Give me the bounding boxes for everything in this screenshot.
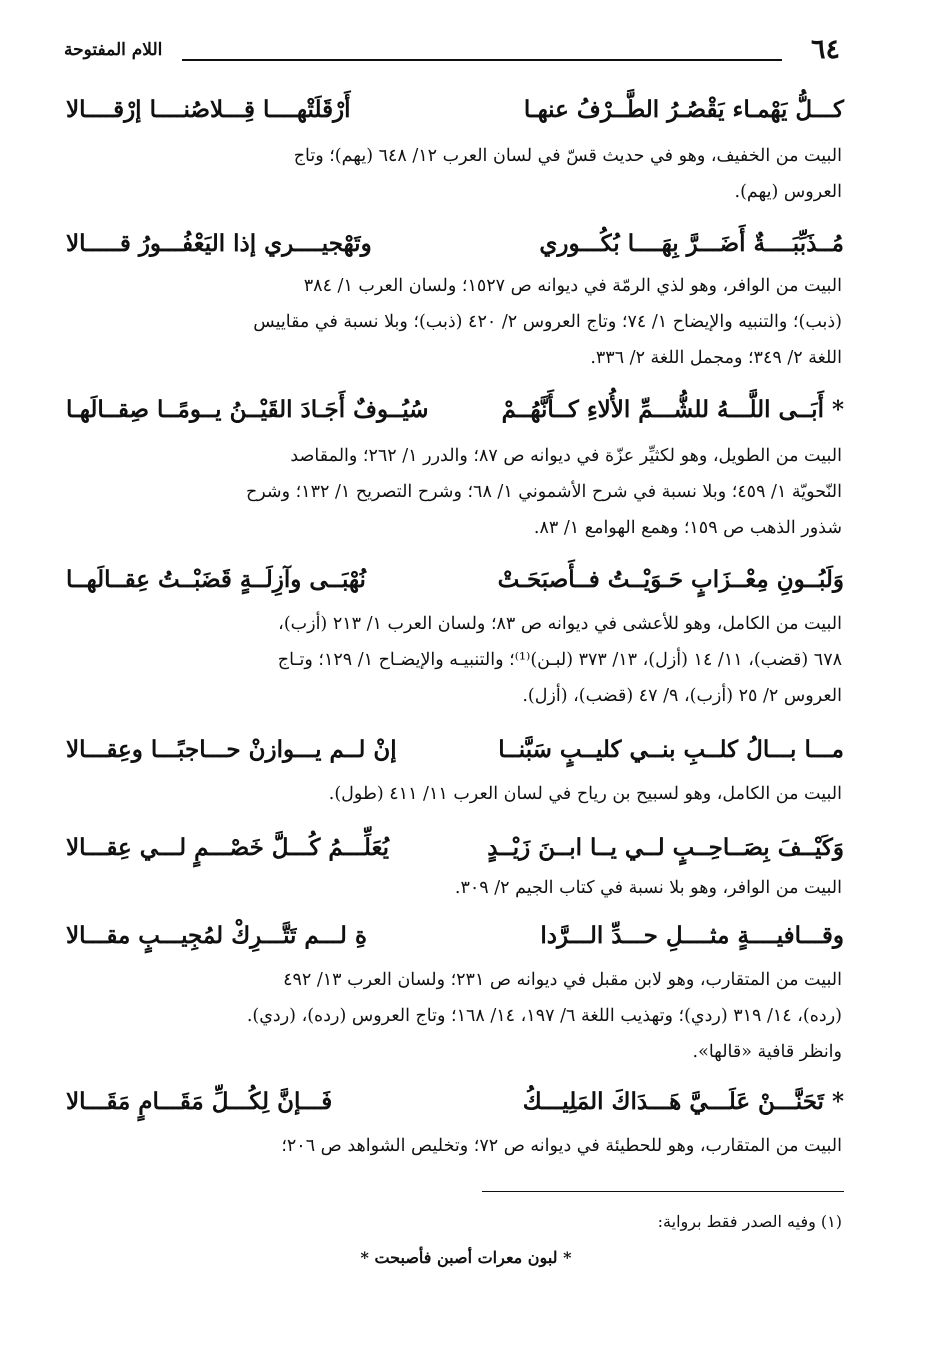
note-line: البيت من المتقارب، وهو للحطيئة في ديوانه ص ٧٢؛ وتخليص الشواهد ص ٢٠٦؛ xyxy=(281,1136,842,1156)
verse-first-hemistich: مُــذَبِّبَــــةٌ أَضَـــرَّ بِهَــــا بُكُـــوري xyxy=(539,229,844,257)
verse-line xyxy=(66,558,844,600)
verse-note xyxy=(66,138,842,210)
note-line: البيت من الكامل، وهو للأعشى في ديوانه ص ٨٣؛ ولسان العرب ١/ ٢١٣ (أزب)، xyxy=(278,614,842,634)
verse-note xyxy=(66,962,842,1070)
verse-first-hemistich: وقـــافيــــةٍ مثــــلِ حـــدِّ الـــرَّدا xyxy=(540,921,844,949)
verse-second-hemistich: يُعَلِّـــمُ كُـــلَّ خَصْـــمٍ لـــي عِقـــالا xyxy=(66,833,390,861)
note-line: (ذبب)؛ والتنبيه والإيضاح ١/ ٧٤؛ وتاج العروس ٢/ ٤٢٠ (ذبب)؛ وبلا نسبة في مقاييس xyxy=(253,312,842,332)
header-rule xyxy=(182,59,782,61)
note-line: العروس ٢/ ٢٥ (أزب)، ٩/ ٤٧ (قضب)، (أزل). xyxy=(522,686,842,706)
verse-line xyxy=(66,222,844,264)
note-line: ٦٧٨ (قضب)، ١١/ ١٤ (أزل)، ١٣/ ٣٧٣ (لبـن)⁽¹⁾؛ والتنبيـه والإيضـاح ١/ ١٢٩؛ وتـاج xyxy=(277,650,842,670)
verse-note xyxy=(66,606,842,714)
verse-line xyxy=(66,728,844,770)
verse-line xyxy=(66,914,844,956)
verse-second-hemistich: ةِ لـــم تَتَّـــرِكْ لمُجِيـــبٍ مقـــالا xyxy=(66,921,367,949)
footnote-rule xyxy=(482,1191,844,1192)
running-head: اللام المفتوحة xyxy=(64,40,163,60)
note-line: اللغة ٢/ ٣٤٩؛ ومجمل اللغة ٢/ ٣٣٦. xyxy=(590,348,842,368)
verse-second-hemistich: فَـــإنَّ لِكُـــلِّ مَقَـــامٍ مَقَـــالا xyxy=(66,1087,333,1115)
verse-first-hemistich: وَكَيْــفَ بِصَــاحِــبٍ لــي يــا ابــنَ زَيْــدٍ xyxy=(487,833,844,861)
verse-line xyxy=(66,88,844,130)
note-line: شذور الذهب ص ١٥٩؛ وهمع الهوامع ١/ ٨٣. xyxy=(533,518,842,538)
note-line: وانظر قافية «قالها». xyxy=(692,1042,842,1062)
footnote-quote: * لبون معرات أصبن فأصبحت * xyxy=(360,1248,572,1267)
verse-line xyxy=(66,388,844,430)
verse-second-hemistich: سُيُــوفٌ أَجَـادَ القَيْــنُ يــومًــا صِقــالَهـا xyxy=(66,395,429,423)
note-line: البيت من الخفيف، وهو في حديث قسّ في لسان العرب ١٢/ ٦٤٨ (يهم)؛ وتاج xyxy=(293,146,842,166)
page-header xyxy=(64,34,840,70)
verse-note xyxy=(66,776,842,812)
note-line: العروس (يهم). xyxy=(734,182,842,202)
note-line: البيت من الوافر، وهو بلا نسبة في كتاب الجيم ٢/ ٣٠٩. xyxy=(454,878,842,898)
verse-first-hemistich: وَلَبُــونِ مِعْــزَابٍ حَـوَيْــتُ فــأَصبَحَـتْ xyxy=(497,565,844,593)
note-line: النّحويّة ١/ ٤٥٩؛ وبلا نسبة في شرح الأشموني ١/ ٦٨؛ وشرح التصريح ١/ ١٣٢؛ وشرح xyxy=(245,482,842,502)
verse-second-hemistich: إنْ لــم يـــوازنْ حـــاجبًـــا وعِقـــالا xyxy=(66,735,397,763)
verse-second-hemistich: أَرْقَلَتْهــــا قِـــلاصُنــــا إرْقــــالا xyxy=(66,95,351,123)
verse-first-hemistich: * أَبَــى اللَّـــهُ للشُّـــمِّ الأُلاءِ كــأَنَّهُــمْ xyxy=(501,395,844,423)
note-line: البيت من الطويل، وهو لكثيِّر عزّة في ديوانه ص ٨٧؛ والدرر ١/ ٢٦٢؛ والمقاصد xyxy=(290,446,842,466)
verse-line xyxy=(66,1080,844,1122)
footnote: (١) وفيه الصدر فقط برواية: xyxy=(657,1212,842,1231)
note-line: (رده)، ١٤/ ٣١٩ (ردي)؛ وتهذيب اللغة ٦/ ١٩٧، ١٤/ ١٦٨؛ وتاج العروس (رده)، (ردي). xyxy=(246,1006,842,1026)
verse-line xyxy=(66,826,844,868)
verse-note xyxy=(66,870,842,906)
verse-first-hemistich: مـــا بـــالُ كلــبِ بنــي كليــبٍ سَبَّنــا xyxy=(498,735,844,763)
note-line: البيت من المتقارب، وهو لابن مقبل في ديوانه ص ٢٣١؛ ولسان العرب ١٣/ ٤٩٢ xyxy=(283,970,842,990)
page-number: ٦٤ xyxy=(810,34,840,65)
note-line: البيت من الوافر، وهو لذي الرمّة في ديوانه ص ١٥٢٧؛ ولسان العرب ١/ ٣٨٤ xyxy=(303,276,842,296)
verse-first-hemistich: كـــلُّ يَهْمـاء يَقْصُـرُ الطَّــرْفُ عنهـا xyxy=(523,95,844,123)
verse-note xyxy=(66,438,842,546)
verse-first-hemistich: * تَحَنَّـــنْ عَلَـــيَّ هَـــدَاكَ المَلِيـــكُ xyxy=(522,1087,844,1115)
verse-note xyxy=(66,1128,842,1164)
verse-second-hemistich: نُهْبَــى وآزِلَــةٍ قَضَبْــتُ عِقــالَهــا xyxy=(66,565,366,593)
verse-note xyxy=(66,268,842,376)
verse-second-hemistich: وتَهْجيــــري إذا اليَعْفُـــورُ قـــــالا xyxy=(66,229,372,257)
note-line: البيت من الكامل، وهو لسبيح بن رياح في لسان العرب ١١/ ٤١١ (طول). xyxy=(328,784,842,804)
